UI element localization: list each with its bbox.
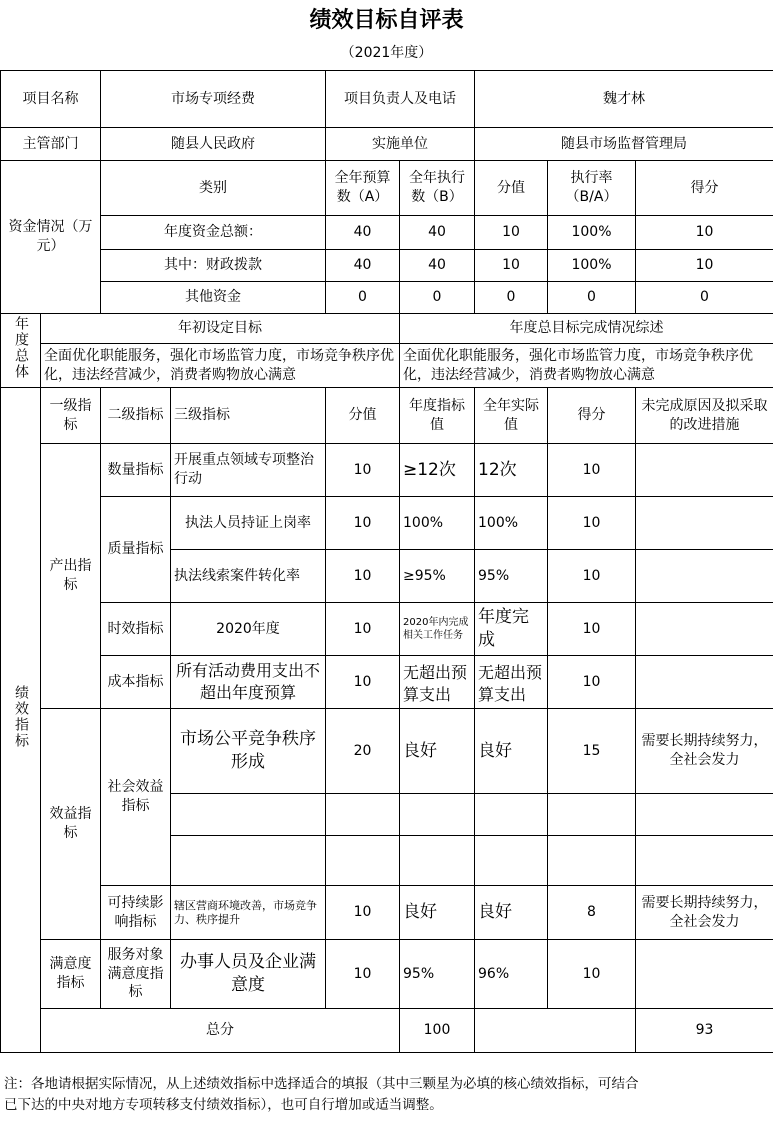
indicator-target: 95%: [400, 940, 475, 1009]
funds-category: 其中：财政拨款: [101, 250, 326, 282]
funds-col-score-value: 分值: [475, 161, 548, 216]
indicator-score-value: 10: [326, 886, 400, 940]
impl-label: 实施单位: [326, 128, 475, 161]
funds-rate: 100%: [548, 216, 636, 250]
col-level1: 一级指标: [41, 388, 101, 444]
dept-label: 主管部门: [1, 128, 101, 161]
timeliness-label: 时效指标: [101, 603, 171, 656]
indicator-name: 执法人员持证上岗率: [171, 497, 326, 550]
indicator-name: 2020年度: [171, 603, 326, 656]
total-score-value: 100: [400, 1009, 475, 1053]
project-name-value: 市场专项经费: [101, 71, 326, 128]
overall-header-row: [1, 314, 773, 344]
indicator-name: 所有活动费用支出不超出年度预算: [171, 656, 326, 709]
empty-cell: [548, 794, 636, 836]
form-year: （2021年度）: [340, 45, 433, 61]
funds-row: [1, 282, 773, 314]
overall-target-header: 年初设定目标: [41, 314, 400, 344]
empty-cell: [400, 836, 475, 886]
total-row: [1, 1009, 773, 1053]
benefit-label: 效益指标: [41, 709, 101, 940]
indicator-reason: [636, 603, 773, 656]
quality-label: 质量指标: [101, 497, 171, 603]
indicator-row: [1, 656, 773, 709]
leader-label: 项目负责人及电话: [326, 71, 475, 128]
indicator-row: [1, 940, 773, 1009]
funds-col-score: 得分: [636, 161, 773, 216]
funds-section-label: 资金情况（万元）: [1, 161, 101, 314]
satisfaction-label: 满意度指标: [41, 940, 101, 1009]
indicators-section-label: 绩效指标: [1, 388, 41, 1053]
empty-cell: [548, 836, 636, 886]
funds-rate: 100%: [548, 250, 636, 282]
funds-executed: 0: [400, 282, 475, 314]
evaluation-table: [0, 70, 773, 1053]
funds-col-budget: 全年预算数（A）: [326, 161, 400, 216]
col-actual: 全年实际值: [475, 388, 548, 444]
indicator-actual: 12次: [475, 444, 548, 497]
dept-row: [1, 128, 773, 161]
indicator-target: 良好: [400, 886, 475, 940]
indicator-name: 执法线索案件转化率: [171, 550, 326, 603]
form-title: 绩效目标自评表: [309, 7, 464, 33]
impl-value: 随县市场监督管理局: [475, 128, 773, 161]
indicator-score-value: 10: [326, 656, 400, 709]
total-label: 总分: [41, 1009, 400, 1053]
overall-label: 年度总体: [1, 314, 41, 388]
indicator-target: ≥95%: [400, 550, 475, 603]
funds-header-row: [1, 161, 773, 216]
empty-cell: [475, 836, 548, 886]
indicator-reason: 需要长期持续努力，全社会发力: [636, 709, 773, 794]
empty-cell: [171, 794, 326, 836]
funds-budget: 40: [326, 250, 400, 282]
indicator-reason: [636, 656, 773, 709]
indicator-reason: [636, 550, 773, 603]
indicator-score-value: 10: [326, 603, 400, 656]
output-label: 产出指标: [41, 444, 101, 709]
indicator-score: 8: [548, 886, 636, 940]
indicators-header-row: [1, 388, 773, 444]
funds-row: [1, 250, 773, 282]
indicator-name: 开展重点领域专项整治行动: [171, 444, 326, 497]
indicator-reason: [636, 497, 773, 550]
funds-row: [1, 216, 773, 250]
col-level2: 二级指标: [101, 388, 171, 444]
indicator-score-value: 10: [326, 550, 400, 603]
overall-summary-text: 全面优化职能服务，强化市场监管力度，市场竞争秩序优化，违法经营减少，消费者购物放心满意: [400, 344, 773, 388]
funds-category: 其他资金: [101, 282, 326, 314]
col-score: 得分: [548, 388, 636, 444]
funds-col-executed: 全年执行数（B）: [400, 161, 475, 216]
indicator-row: [1, 709, 773, 794]
project-name-label: 项目名称: [1, 71, 101, 128]
funds-score: 0: [636, 282, 773, 314]
col-score-value: 分值: [326, 388, 400, 444]
empty-cell: [400, 794, 475, 836]
funds-score-value: 10: [475, 216, 548, 250]
funds-score-value: 0: [475, 282, 548, 314]
indicator-row: [1, 603, 773, 656]
indicator-score: 10: [548, 940, 636, 1009]
indicator-score: 10: [548, 603, 636, 656]
funds-score-value: 10: [475, 250, 548, 282]
indicator-target: 无超出预算支出: [400, 656, 475, 709]
indicator-actual: 95%: [475, 550, 548, 603]
total-score: 93: [636, 1009, 773, 1053]
funds-col-rate: 执行率（B/A）: [548, 161, 636, 216]
indicator-reason: [636, 940, 773, 1009]
overall-summary-header: 年度总目标完成情况综述: [400, 314, 773, 344]
funds-category: 年度资金总额：: [101, 216, 326, 250]
satisfaction-sub-label: 服务对象满意度指标: [101, 940, 171, 1009]
overall-target-text: 全面优化职能服务，强化市场监管力度，市场竞争秩序优化，违法经营减少，消费者购物放心满意: [41, 344, 400, 388]
empty-cell: [171, 836, 326, 886]
indicator-score: 10: [548, 497, 636, 550]
social-label: 社会效益指标: [101, 709, 171, 886]
indicator-actual: 良好: [475, 886, 548, 940]
total-empty: [475, 1009, 636, 1053]
funds-score: 10: [636, 216, 773, 250]
funds-rate: 0: [548, 282, 636, 314]
empty-cell: [636, 836, 773, 886]
indicator-reason: [636, 444, 773, 497]
col-level3: 三级指标: [171, 388, 326, 444]
indicator-name: 市场公平竞争秩序形成: [171, 709, 326, 794]
footnote: 注：各地请根据实际情况，从上述绩效指标中选择适合的填报（其中三颗星为必填的核心绩效指标，可结合已下达的中央对地方专项转移支付绩效指标），也可自行增加或适当调整。: [4, 1076, 639, 1113]
funds-score: 10: [636, 250, 773, 282]
indicator-score: 10: [548, 550, 636, 603]
indicator-target: 良好: [400, 709, 475, 794]
indicator-target: ≥12次: [400, 444, 475, 497]
indicator-row: [1, 444, 773, 497]
indicator-row: [1, 886, 773, 940]
indicator-actual: 无超出预算支出: [475, 656, 548, 709]
funds-executed: 40: [400, 250, 475, 282]
empty-cell: [636, 794, 773, 836]
sustain-label: 可持续影响指标: [101, 886, 171, 940]
indicator-actual: 96%: [475, 940, 548, 1009]
indicator-target: 100%: [400, 497, 475, 550]
indicator-actual: 良好: [475, 709, 548, 794]
funds-budget: 40: [326, 216, 400, 250]
indicator-score-value: 10: [326, 497, 400, 550]
overall-text-row: [1, 344, 773, 388]
indicator-actual: 年度完成: [475, 603, 548, 656]
indicator-name: 办事人员及企业满意度: [171, 940, 326, 1009]
col-target: 年度指标值: [400, 388, 475, 444]
col-reason: 未完成原因及拟采取的改进措施: [636, 388, 773, 444]
empty-cell: [326, 794, 400, 836]
leader-value: 魏才林: [475, 71, 773, 128]
indicator-score-value: 10: [326, 940, 400, 1009]
indicator-score: 15: [548, 709, 636, 794]
funds-executed: 40: [400, 216, 475, 250]
funds-budget: 0: [326, 282, 400, 314]
indicator-score-value: 10: [326, 444, 400, 497]
indicator-reason: 需要长期持续努力，全社会发力: [636, 886, 773, 940]
cost-label: 成本指标: [101, 656, 171, 709]
empty-cell: [326, 836, 400, 886]
empty-cell: [475, 794, 548, 836]
indicator-actual: 100%: [475, 497, 548, 550]
project-name-row: [1, 71, 773, 128]
indicator-score-value: 20: [326, 709, 400, 794]
indicator-score: 10: [548, 444, 636, 497]
indicator-score: 10: [548, 656, 636, 709]
indicator-row: [1, 497, 773, 550]
indicator-name: 辖区营商环境改善，市场竞争力、秩序提升: [171, 886, 326, 940]
quantity-label: 数量指标: [101, 444, 171, 497]
funds-col-category: 类别: [101, 161, 326, 216]
dept-value: 随县人民政府: [101, 128, 326, 161]
indicator-target: 2020年内完成相关工作任务: [400, 603, 475, 656]
